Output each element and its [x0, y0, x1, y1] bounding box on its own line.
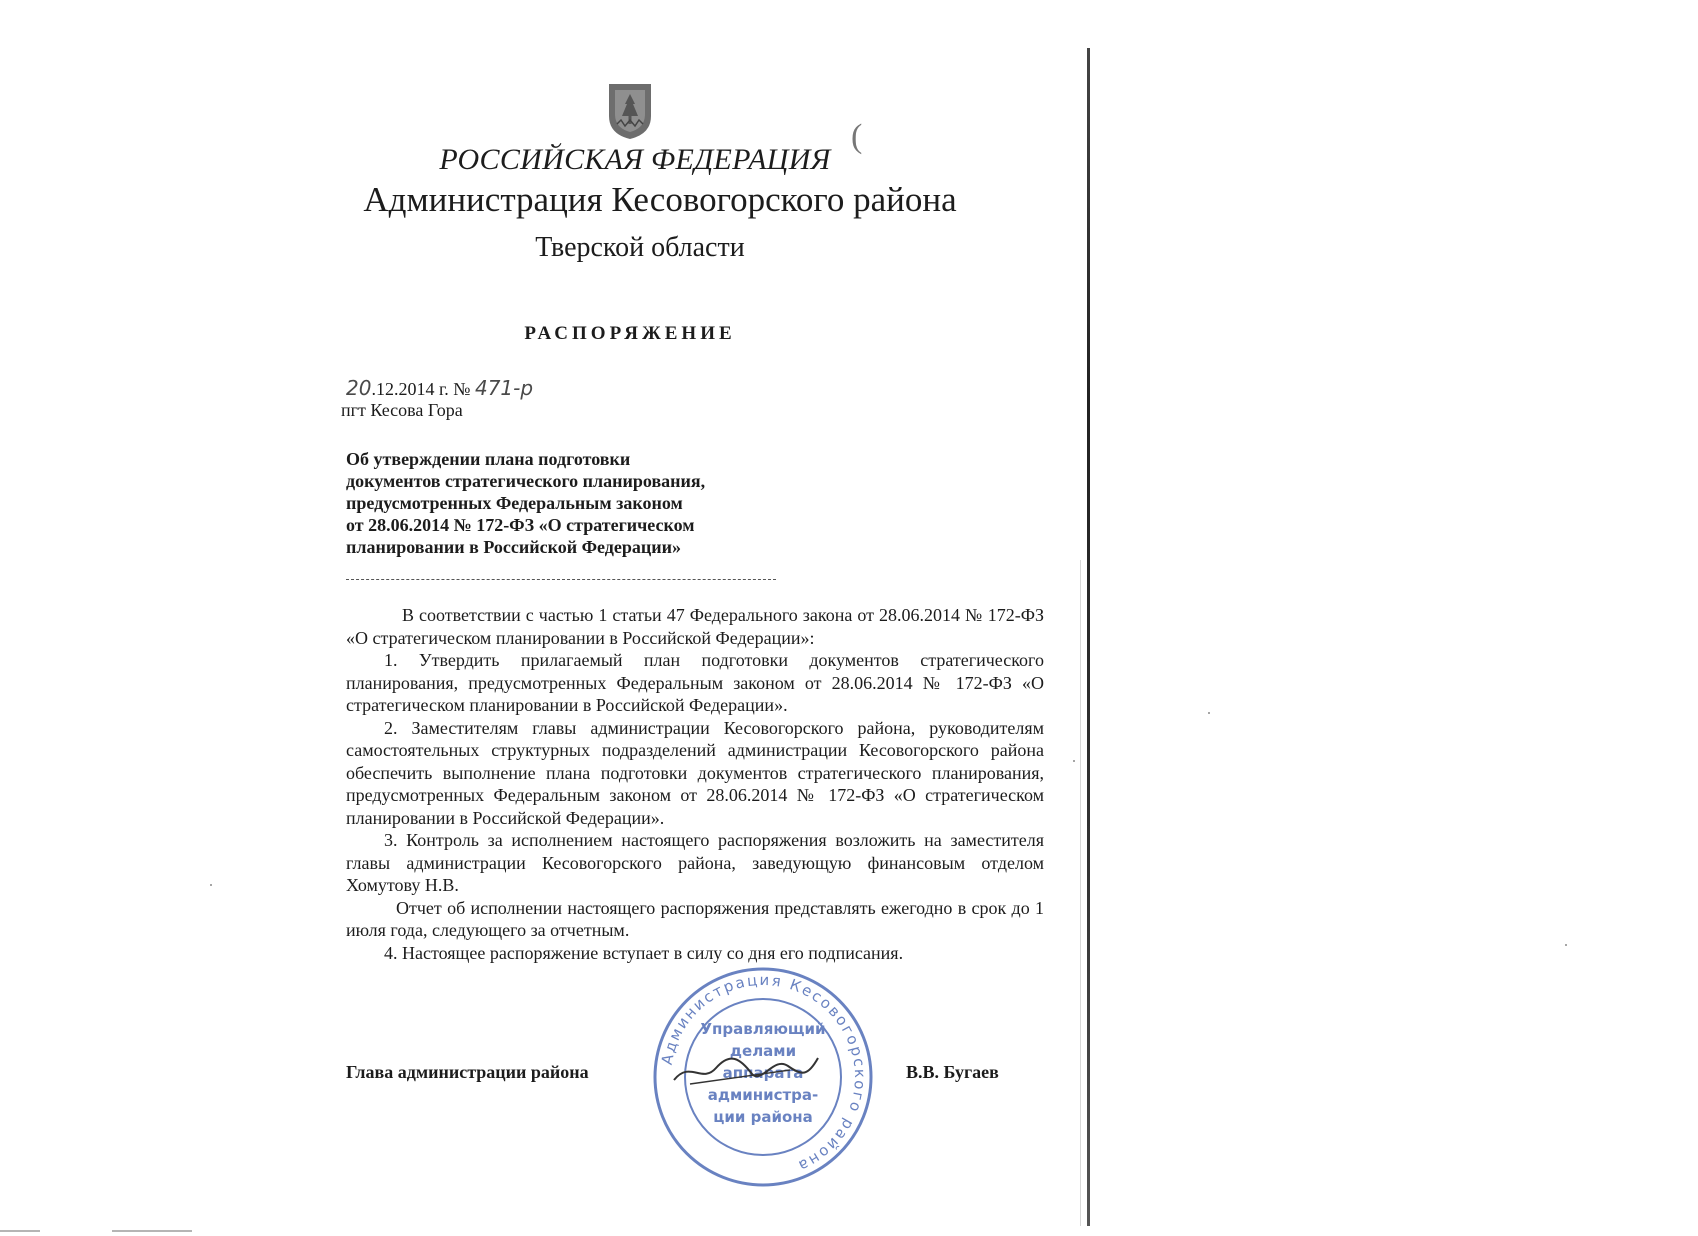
- scan-speck: [1208, 712, 1210, 714]
- document-subject: [346, 448, 866, 558]
- scan-speck: [1565, 944, 1567, 946]
- scan-artifact: [0, 1230, 40, 1232]
- date-rest: .12.2014 г. №: [371, 379, 471, 399]
- signatory-title: Глава администрации района: [346, 1062, 589, 1082]
- document-date-number: [346, 376, 533, 400]
- report-paragraph: Отчет об исполнении настоящего распоряжения представлять ежегодно в срок до 1 июля года, следующего за отчетным.: [346, 897, 1044, 940]
- pen-mark: (: [851, 118, 863, 155]
- scan-artifact: [112, 1230, 192, 1232]
- stamp-outer-text: Администрация Кесовогорского района: [657, 970, 870, 1176]
- signatory-name: В.В. Бугаев: [906, 1062, 999, 1082]
- subject-line: Об утверждении плана подготовки: [346, 449, 631, 469]
- stamp-inner-line: делами: [729, 1042, 797, 1060]
- stamp-inner-line: аппарата: [722, 1064, 804, 1082]
- country-header: РОССИЙСКАЯ ФЕДЕРАЦИЯ: [439, 143, 831, 176]
- body-item-4: 4. Настоящее распоряжение вступает в силу со дня его подписания.: [384, 942, 904, 963]
- body-item-1: 1. Утвердить прилагаемый план подготовки документов стратегического планирования, предусмотренных Федеральным законом от 28.06.2014 № 172-ФЗ «О стратегическом планировании в Российской Федерации».: [346, 650, 1044, 715]
- document-body: [346, 604, 1044, 964]
- handwritten-signature: [670, 1050, 820, 1090]
- handwritten-number: 471-р: [474, 376, 534, 400]
- document-type: РАСПОРЯЖЕНИЕ: [524, 323, 736, 344]
- preamble-paragraph: В соответствии с частью 1 статьи 47 Федерального закона от 28.06.2014 № 172-ФЗ «О стратегическом планировании в Российской Федерации»:: [346, 605, 1044, 648]
- scan-speck: [210, 884, 212, 886]
- region-header: Тверской области: [535, 232, 745, 263]
- stamp-inner-line: Управляющий: [700, 1020, 826, 1038]
- subject-underline: [346, 579, 776, 581]
- scan-speck: [1073, 760, 1075, 762]
- handwritten-day: 20: [346, 376, 372, 400]
- administration-header: Администрация Кесовогорского района: [363, 180, 957, 219]
- coat-of-arms-emblem: [605, 80, 655, 140]
- subject-line: планировании в Российской Федерации»: [346, 537, 682, 557]
- body-item-3: 3. Контроль за исполнением настоящего распоряжения возложить на заместителя главы администрации Кесовогорского района, заведующую финансовым отделом Хомутову Н.В.: [346, 830, 1044, 895]
- stamp-inner-line: администра-: [707, 1086, 819, 1104]
- subject-line: документов стратегического планирования,: [346, 471, 706, 491]
- stamp-inner-line: ции района: [713, 1108, 813, 1126]
- body-item-2: 2. Заместителям главы администрации Кесовогорского района, руководителям самостоятельных структурных подразделений администрации Кесовогорского района обеспечить выполнение плана подготовки документов стратегического планирования, предусмотренных Федеральным законом от 28.06.2014 № 172-ФЗ «О стратегическом планировании в Российской Федерации».: [346, 717, 1044, 828]
- scan-edge-shadow: [1080, 560, 1081, 1226]
- subject-line: от 28.06.2014 № 172-ФЗ «О стратегическом: [346, 515, 695, 535]
- document-place: пгт Кесова Гора: [341, 400, 463, 420]
- subject-line: предусмотренных Федеральным законом: [346, 493, 683, 513]
- scan-edge-line: [1087, 48, 1090, 1226]
